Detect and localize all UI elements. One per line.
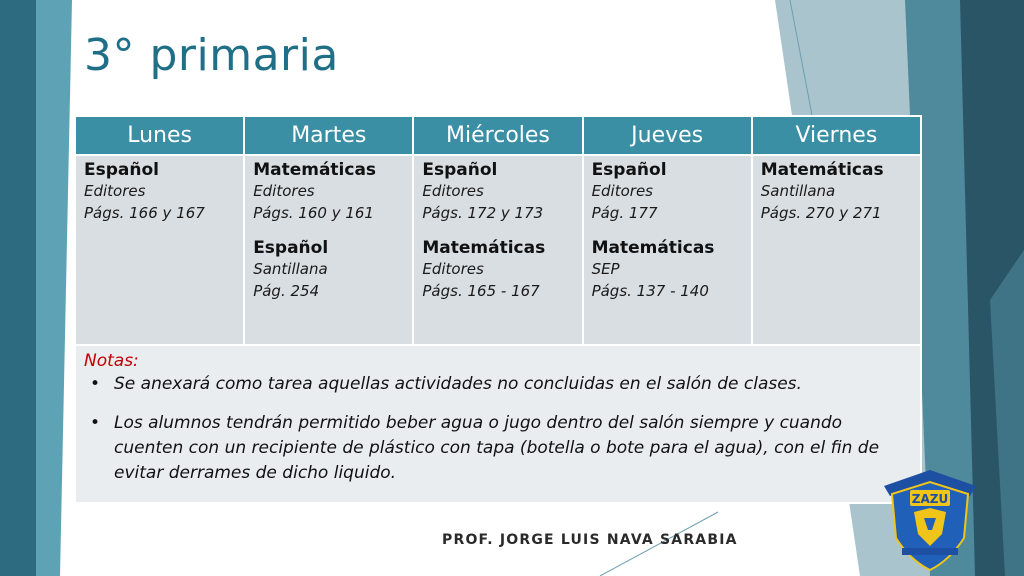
note-item: [84, 372, 912, 397]
assignment-entry: [761, 160, 912, 224]
teacher-name: PROF. JORGE LUIS NAVA SARABIA: [442, 532, 738, 548]
assignment-entry: [592, 160, 743, 224]
publisher-name: Editores: [253, 182, 315, 200]
subject-name: Español: [591, 160, 667, 180]
bullet-icon: •: [90, 413, 101, 433]
cell-viernes: [752, 155, 921, 345]
assignment-entry: [422, 160, 573, 224]
publisher-name: Editores: [591, 182, 653, 200]
day-header-jueves: Jueves: [583, 116, 752, 155]
subject-name: Español: [422, 160, 498, 180]
day-header-martes: Martes: [244, 116, 413, 155]
page-range: Págs. 165 - 167: [422, 282, 540, 300]
day-header-miercoles: Miércoles: [413, 116, 582, 155]
subject-name: Matemáticas: [760, 160, 884, 180]
subject-name: Español: [84, 160, 159, 180]
assignment-entry: [253, 238, 404, 302]
notes-cell: [75, 345, 921, 503]
assignment-entry: [84, 160, 235, 224]
page-range: Págs. 166 y 167: [84, 204, 205, 222]
publisher-name: Editores: [84, 182, 146, 200]
bullet-icon: •: [90, 374, 101, 394]
cell-jueves: [583, 155, 752, 345]
cell-martes: [244, 155, 413, 345]
schedule-table: [74, 115, 922, 504]
header-row: [75, 116, 921, 155]
page-range: Págs. 160 y 161: [253, 204, 374, 222]
left-band-dark: [0, 0, 36, 576]
subject-name: Matemáticas: [591, 238, 715, 258]
page-range: Págs. 137 - 140: [591, 282, 709, 300]
note-item: [84, 411, 912, 486]
cell-miercoles: [413, 155, 582, 345]
left-band-light: [36, 0, 72, 576]
note-text: Los alumnos tendrán permitido beber agua o jugo dentro del salón siempre y cuando cuenten con un recipiente de plástico con tapa (botella o bote para el agua), con el fin de evitar derrames de dicho liquido.: [114, 413, 880, 483]
assignment-entry: [422, 238, 573, 302]
notes-label: Notas:: [84, 351, 139, 371]
subject-name: Español: [253, 238, 329, 258]
page-range: Pág. 177: [591, 204, 658, 222]
publisher-name: Santillana: [253, 260, 328, 278]
slide-title: 3° primaria: [84, 30, 339, 81]
publisher-name: Santillana: [760, 182, 836, 200]
assignment-entry: [592, 238, 743, 302]
day-header-lunes: Lunes: [75, 116, 244, 155]
page-range: Pág. 254: [253, 282, 320, 300]
publisher-name: Editores: [422, 182, 484, 200]
notes-row: [75, 345, 921, 503]
page-range: Págs. 172 y 173: [422, 204, 544, 222]
school-shield-logo-icon: [880, 468, 980, 572]
page-range: Págs. 270 y 271: [760, 204, 882, 222]
publisher-name: SEP: [591, 260, 620, 278]
notes-list: [84, 372, 912, 486]
publisher-name: Editores: [422, 260, 484, 278]
logo-text: ZAZU: [911, 492, 949, 506]
cell-lunes: [75, 155, 244, 345]
day-header-viernes: Viernes: [752, 116, 921, 155]
assignment-entry: [253, 160, 404, 224]
subject-name: Matemáticas: [422, 238, 546, 258]
subject-name: Matemáticas: [253, 160, 377, 180]
assignments-row: [75, 155, 921, 345]
note-text: Se anexará como tarea aquellas actividades no concluidas en el salón de clases.: [114, 374, 802, 394]
